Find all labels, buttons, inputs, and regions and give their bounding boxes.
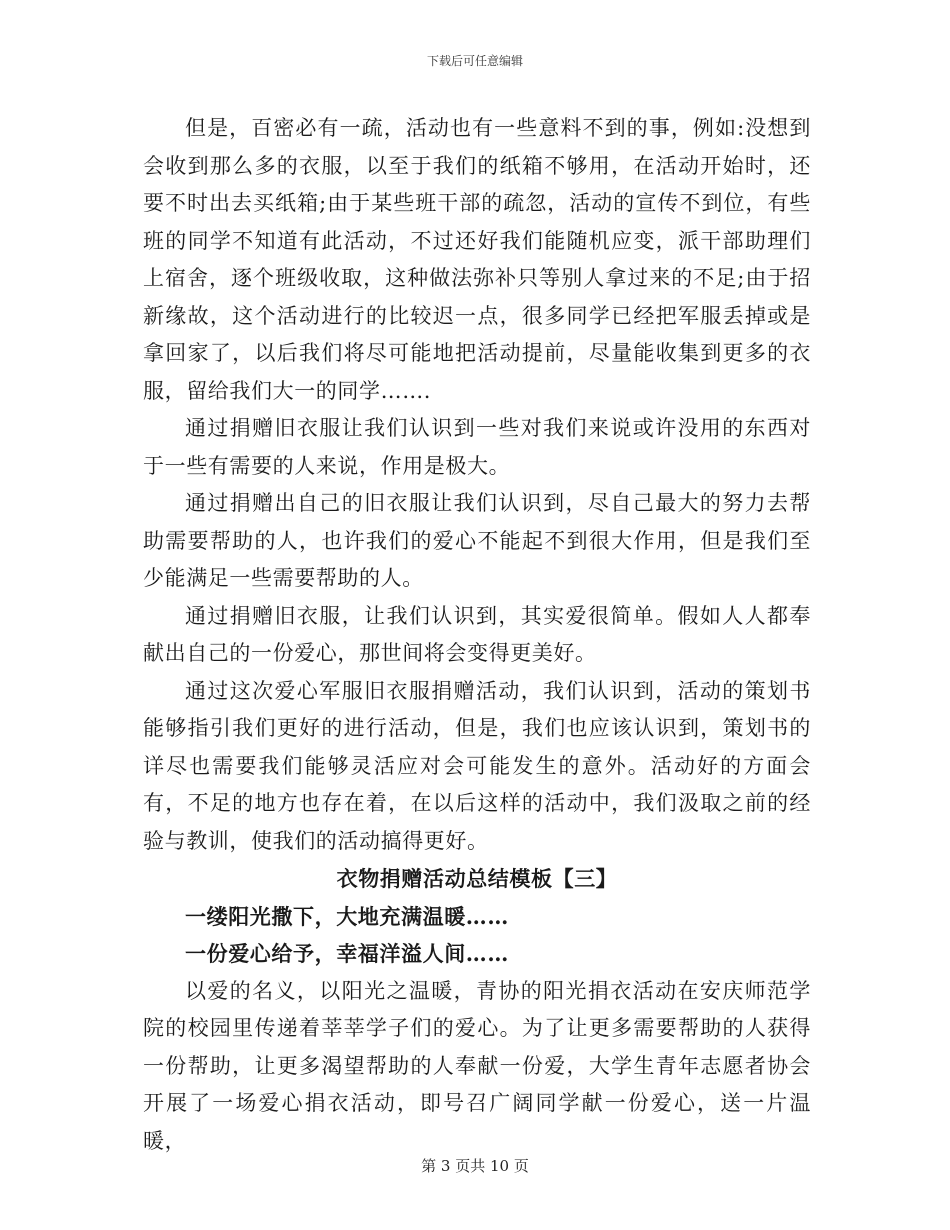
section-title: 衣物捐赠活动总结模板【三】 [336, 866, 618, 891]
page-header: 下载后可任意编辑 [426, 54, 523, 68]
page-footer: 第 3 页共 10 页 [421, 1157, 529, 1175]
bold-lead-line: 一缕阳光撒下，大地充满温暖…… [185, 903, 509, 929]
document-body [143, 110, 811, 1160]
body-paragraph: 但是，百密必有一疏，活动也有一些意料不到的事，例如:没想到会收到那么多的衣服，以至于我们的纸箱不够用，在活动开始时，还要不时出去买纸箱;由于某些班干部的疏忽，活动的宣传不到位，有些班的同学不知道有此活动，不过还好我们能随机应变，派干部助理们上宿舍，逐个班级收取，这种做法弥补只等别人拿过来的不足;由于招新缘故，这个活动进行的比较迟一点，很多同学已经把军服丢掉或是拿回家了，以后我们将尽可能地把活动提前，尽量能收集到更多的衣服，留给我们大一的同学……. [143, 116, 811, 403]
body-paragraph: 通过捐赠旧衣服让我们认识到一些对我们来说或许没用的东西对于一些有需要的人来说，作用是极大。 [143, 416, 811, 478]
body-paragraph: 以爱的名义，以阳光之温暖，青协的阳光捐衣活动在安庆师范学院的校园里传递着莘莘学子们的爱心。为了让更多需要帮助的人获得一份帮助，让更多渴望帮助的人奉献一份爱，大学生青年志愿者协会开展了一场爱心捐衣活动，即号召广阔同学献一份爱心，送一片温暖， [143, 978, 811, 1153]
body-paragraph: 通过捐赠旧衣服，让我们认识到，其实爱很简单。假如人人都奉献出自己的一份爱心，那世间将会变得更美好。 [143, 603, 811, 665]
body-paragraph: 通过捐赠出自己的旧衣服让我们认识到，尽自己最大的努力去帮助需要帮助的人，也许我们的爱心不能起不到很大作用，但是我们至少能满足一些需要帮助的人。 [143, 491, 811, 590]
body-paragraph: 通过这次爱心军服旧衣服捐赠活动，我们认识到，活动的策划书能够指引我们更好的进行活动，但是，我们也应该认识到，策划书的详尽也需要我们能够灵活应对会可能发生的意外。活动好的方面会有，不足的地方也存在着，在以后这样的活动中，我们汲取之前的经验与教训，使我们的活动搞得更好。 [143, 678, 811, 853]
bold-lead-line: 一份爱心给予，幸福洋溢人间…… [185, 941, 509, 966]
